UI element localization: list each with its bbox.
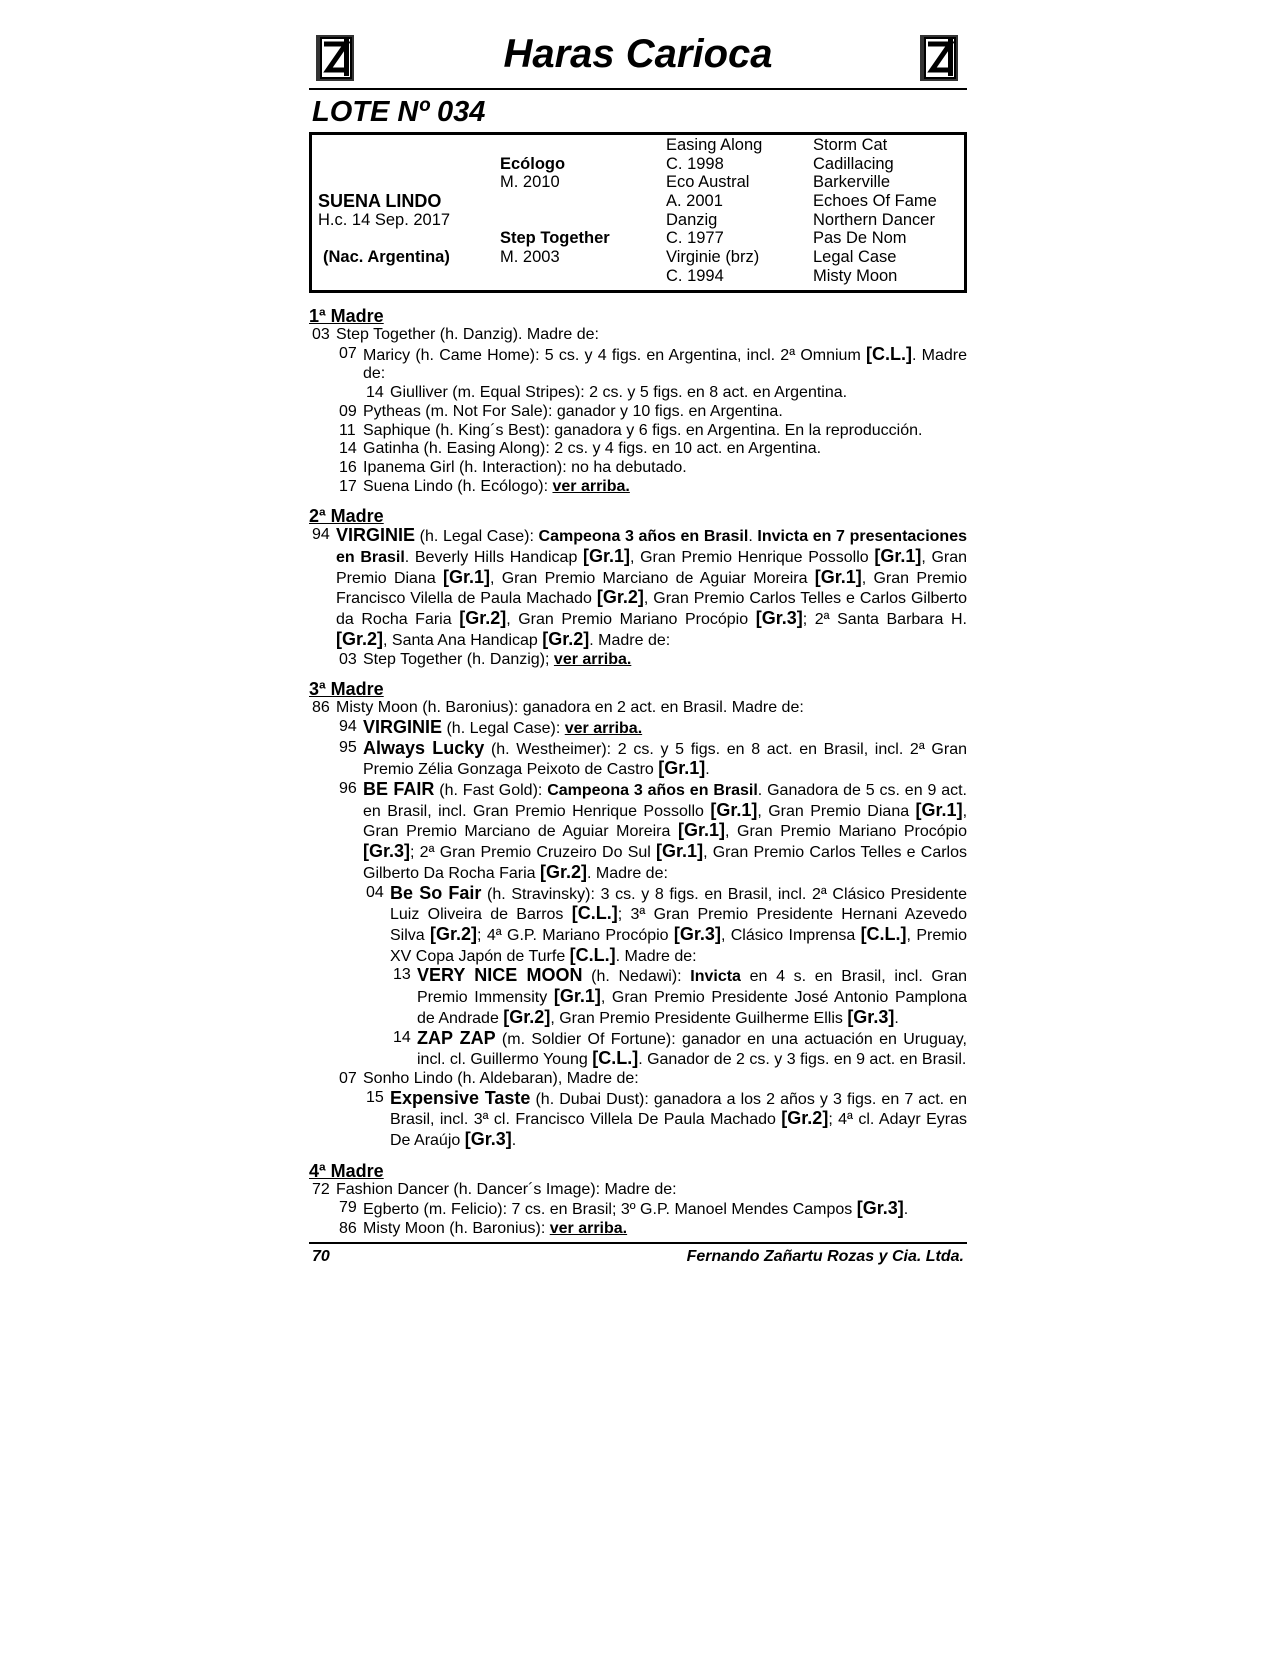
horse-name: VERY NICE MOON	[417, 965, 583, 986]
entry-text: ; 2ª Gran Premio Cruzeiro Do Sul	[410, 844, 657, 862]
year: 86	[312, 699, 330, 717]
horse-nationality: (Nac. Argentina)	[323, 248, 450, 267]
entry-text: Misty Moon (h. Baronius):	[363, 1220, 550, 1238]
produce-entry	[309, 403, 967, 422]
entry-text: Giulliver (m. Equal Stripes): 2 cs. y 5 figs. en 8 act. en Argentina.	[390, 384, 848, 402]
pedigree-cell: Eco Austral	[666, 173, 750, 192]
highlight-text: Campeona 3 años en Brasil	[538, 528, 749, 546]
year: 13	[393, 966, 411, 984]
produce-entry	[309, 478, 967, 497]
entry-text: , Gran Premio Marciano de Aguiar Moreira	[490, 569, 815, 587]
grade-label: [C.L.]	[860, 923, 907, 944]
pedigree-col-horse	[318, 136, 450, 286]
page-number: 70	[312, 1247, 330, 1265]
horse-name: SUENA LINDO	[318, 191, 442, 212]
see-above-link: ver arriba.	[549, 1220, 628, 1238]
grade-label: [Gr.3]	[755, 608, 803, 629]
year: 09	[339, 402, 357, 420]
pedigree-col-grandparents	[666, 136, 762, 286]
grade-label: [Gr.2]	[542, 628, 590, 649]
entry-text: (h. Nedawi):	[582, 968, 691, 986]
entry-text: Maricy (h. Came Home): 5 cs. y 4 figs. en Argentina, incl. 2ª Omnium	[363, 346, 861, 364]
grade-label: [C.L.]	[571, 903, 618, 924]
horse-name: BE FAIR	[363, 779, 435, 800]
dam-entry	[309, 699, 967, 718]
pedigree-cell: Echoes Of Fame	[813, 192, 937, 211]
horse-name: ZAP ZAP	[417, 1027, 496, 1048]
horse-name: VIRGINIE	[363, 716, 443, 737]
section-heading-3rd-dam: 3ª Madre	[309, 679, 384, 700]
year: 95	[339, 738, 357, 756]
year: 14	[366, 384, 384, 402]
entry-text: . Ganador de 2 cs. y 3 figs. en 9 act. en Brasil.	[638, 1051, 967, 1069]
pedigree-cell: Virginie (brz)	[666, 248, 760, 267]
entry-text: , Gran Premio Carlos Telles e Carlos Gilberto Da Rocha Faria	[363, 844, 968, 882]
entry-text: Saphique (h. King´s Best): ganadora y 6 figs. en Argentina. En la reproducción.	[363, 421, 923, 439]
grade-label: [Gr.2]	[503, 1006, 551, 1027]
produce-entry	[309, 884, 967, 967]
entry-text: ; 2ª Santa Barbara H.	[802, 611, 968, 629]
pedigree-col-parents	[500, 136, 610, 286]
grade-label: [Gr.1]	[443, 566, 491, 587]
entry-text: , Premio XV Copa Japón de Turfe	[390, 926, 968, 965]
entry-text: .	[748, 528, 758, 546]
produce-entry	[309, 651, 967, 670]
pedigree-cell: Easing Along	[666, 136, 763, 154]
grade-label: [Gr.1]	[583, 546, 631, 567]
entry-text: . Ganadora de 5 cs. en 9 act. en Brasil, incl. Gran Premio Henrique Possollo	[363, 782, 967, 820]
entry-text: Misty Moon (h. Baronius): ganadora en 2 act. en Brasil. Madre de:	[336, 699, 804, 717]
grade-label: [Gr.1]	[677, 820, 725, 841]
year: 17	[339, 477, 357, 495]
entry-text: . Madre de:	[586, 864, 668, 882]
year: 14	[339, 440, 357, 458]
entry-text: , Gran Premio Carlos Telles e Carlos Gilberto da Rocha Faria	[336, 590, 968, 629]
entry-text: Suena Lindo (h. Ecólogo):	[363, 477, 553, 495]
entry-text: (h. Westheimer): 2 cs. y 5 figs. en 8 act. en Brasil, incl. 2ª Gran Premio Zélia Gonzaga Peixoto de Castro	[363, 740, 967, 779]
produce-entry	[309, 1089, 967, 1151]
grade-label: [Gr.3]	[856, 1198, 904, 1219]
grade-label: [C.L.]	[592, 1048, 639, 1069]
year: 03	[312, 326, 330, 343]
entry-text: . Beverly Hills Handicap	[404, 549, 583, 567]
year: 72	[312, 1180, 330, 1198]
entry-text: (h. Stravinsky): 3 cs. y 8 figs. en Brasil, incl. 2ª Clásico Presidente Luiz Oliveira de Barros	[390, 885, 968, 924]
entry-text: (m. Soldier Of Fortune): ganador en una actuación en Uruguay, incl. cl. Guillermo Young	[417, 1030, 967, 1069]
see-above-link: ver arriba.	[564, 719, 643, 737]
year: 03	[339, 650, 357, 668]
page-header	[309, 28, 967, 90]
entry-text: , Gran Premio Marciano de Aguiar Moreira	[363, 802, 968, 841]
dam-name: Step Together	[500, 229, 610, 248]
grade-label: [Gr.3]	[464, 1129, 512, 1150]
horse-name: VIRGINIE	[336, 525, 416, 546]
pedigree-cell: Barkerville	[813, 173, 891, 192]
pedigree-cell: Storm Cat	[813, 136, 888, 154]
haras-logo-right-icon	[917, 32, 963, 84]
produce-entry	[309, 345, 967, 384]
grade-label: [Gr.2]	[430, 923, 478, 944]
entry-text: , Gran Premio Mariano Procópio	[506, 611, 756, 629]
entry-text: . Madre de:	[615, 947, 697, 965]
entry-text: Gatinha (h. Easing Along): 2 cs. y 4 figs. en 10 act. en Argentina.	[363, 440, 822, 458]
grade-label: [Gr.1]	[656, 841, 704, 862]
horse-name: Always Lucky	[363, 737, 485, 758]
produce-entry	[309, 459, 967, 478]
entry-text: Fashion Dancer (h. Dancer´s Image): Madre de:	[336, 1180, 677, 1198]
horse-name: Expensive Taste	[390, 1087, 531, 1108]
entry-text: Step Together (h. Danzig);	[363, 650, 554, 668]
grade-label: [Gr.2]	[596, 587, 644, 608]
pedigree-cell: Misty Moon	[813, 266, 898, 285]
pedigree-cell: Pas De Nom	[813, 229, 907, 248]
page-footer	[309, 1242, 967, 1270]
pedigree-cell: C. 1994	[666, 266, 724, 285]
catalog-page	[309, 28, 967, 1270]
sire-info: M. 2010	[500, 173, 560, 192]
entry-text: Ipanema Girl (h. Interaction): no ha debutado.	[363, 458, 687, 476]
pedigree-cell: Northern Dancer	[813, 210, 935, 229]
entry-text: .	[705, 761, 710, 779]
section-heading-2nd-dam: 2ª Madre	[309, 506, 384, 527]
grade-label: [C.L.]	[569, 944, 616, 965]
year: 94	[312, 526, 330, 544]
grade-label: [Gr.1]	[553, 986, 601, 1007]
grade-label: [Gr.2]	[459, 608, 507, 629]
entry-text: (h. Dubai Dust): ganadora a los 2 años y 3 figs. en 7 act. en Brasil, incl. 3ª cl. Francisco Villela De Paula Machado	[390, 1090, 967, 1129]
entry-text: , Gran Premio Presidente José Antonio Pamplona de Andrade	[417, 989, 967, 1027]
entry-text: , Clásico Imprensa	[720, 926, 861, 944]
entry-text: ; 3ª Gran Premio Presidente Hernani Azevedo Silva	[390, 906, 968, 944]
dam-entry	[309, 326, 967, 345]
highlight-text: Campeona 3 años en Brasil	[547, 782, 758, 800]
see-above-link: ver arriba.	[553, 650, 632, 668]
produce-entry	[309, 1199, 967, 1220]
entry-text: Pytheas (m. Not For Sale): ganador y 10 figs. en Argentina.	[363, 402, 783, 420]
year: 11	[339, 421, 356, 439]
grade-label: [Gr.2]	[336, 628, 384, 649]
entry-text: , Gran Premio Mariano Procópio	[725, 823, 967, 841]
pedigree-table	[309, 132, 967, 293]
dam-info: M. 2003	[500, 248, 560, 267]
highlight-text: Invicta	[690, 968, 741, 986]
dam-entry	[309, 526, 967, 650]
grade-label: [Gr.1]	[658, 758, 706, 779]
see-above-link: ver arriba.	[552, 477, 630, 495]
produce-entry	[309, 739, 967, 780]
produce-entry	[309, 780, 967, 884]
lot-number: LOTE Nº 034	[312, 96, 486, 128]
year: 16	[339, 458, 357, 476]
grade-label: [Gr.3]	[847, 1006, 895, 1027]
pedigree-cell: Legal Case	[813, 248, 897, 267]
grade-label: [Gr.3]	[673, 923, 721, 944]
produce-entry	[309, 1029, 967, 1070]
produce-entry	[309, 1220, 967, 1239]
grade-label: [Gr.2]	[781, 1108, 829, 1129]
grade-label: [Gr.1]	[915, 799, 963, 820]
produce-entry	[309, 384, 967, 403]
entry-text: .	[903, 1201, 909, 1219]
year: 14	[393, 1028, 411, 1046]
pedigree-cell: C. 1998	[666, 154, 724, 173]
entry-text: , Gran Premio Diana	[757, 802, 916, 820]
pedigree-cell: Cadillacing	[813, 154, 894, 173]
entry-text: . Madre de:	[363, 346, 967, 383]
year: 07	[339, 344, 357, 362]
entry-text: ; 4ª G.P. Mariano Procópio	[477, 926, 674, 944]
entry-text: Sonho Lindo (h. Aldebaran), Madre de:	[363, 1069, 639, 1087]
company-name: Fernando Zañartu Rozas y Cia. Ltda.	[686, 1247, 964, 1265]
entry-text: , Gran Premio Presidente Guilherme Ellis	[550, 1009, 848, 1027]
grade-label: [Gr.2]	[539, 861, 587, 882]
highlight-text: Invicta en 7 presentaciones en Brasil	[336, 528, 967, 567]
produce-entry	[309, 1070, 967, 1089]
entry-text: (h. Legal Case):	[415, 528, 539, 546]
entry-text: , Gran Premio Diana	[336, 549, 968, 587]
entry-text: .	[511, 1132, 517, 1150]
grade-label: [Gr.1]	[874, 546, 922, 567]
pedigree-cell: Danzig	[666, 210, 718, 229]
sire-name: Ecólogo	[500, 154, 566, 173]
entry-text: (h. Legal Case):	[442, 719, 565, 737]
year: 04	[366, 883, 384, 901]
entry-text: en 4 s. en Brasil, incl. Gran Premio Immensity	[417, 968, 968, 1007]
entry-text: (h. Fast Gold):	[434, 782, 548, 800]
entry-text: .	[894, 1009, 899, 1027]
year: 79	[339, 1199, 357, 1217]
dam-entry	[309, 1181, 967, 1200]
entry-text: , Gran Premio Francisco Vilella de Paula Machado	[336, 569, 968, 608]
entry-text: ; 4ª cl. Adayr Eyras De Araújo	[390, 1111, 967, 1150]
grade-label: [C.L.]	[866, 343, 912, 364]
year: 96	[339, 780, 357, 798]
produce-entry	[309, 718, 967, 739]
produce-entry	[309, 440, 967, 459]
entry-text: Egberto (m. Felicio): 7 cs. en Brasil; 3º G.P. Manoel Mendes Campos	[363, 1201, 857, 1219]
produce-entry	[309, 422, 967, 441]
section-heading-1st-dam: 1ª Madre	[309, 306, 384, 326]
entry-text: . Madre de:	[589, 631, 671, 649]
grade-label: [Gr.1]	[710, 799, 758, 820]
year: 15	[366, 1088, 384, 1106]
entry-text: , Gran Premio Henrique Possollo	[630, 549, 875, 567]
pedigree-cell: C. 1977	[666, 229, 724, 248]
pedigree-col-great-grandparents	[813, 136, 937, 286]
page-title: Haras Carioca	[503, 32, 773, 76]
grade-label: [Gr.1]	[814, 566, 862, 587]
produce-entry	[309, 966, 967, 1028]
horse-name: Be So Fair	[390, 882, 482, 903]
entry-text: , Santa Ana Handicap	[383, 631, 543, 649]
year: 94	[339, 717, 357, 735]
year: 07	[339, 1069, 357, 1087]
entry-text: Step Together (h. Danzig). Madre de:	[336, 326, 599, 343]
grade-label: [Gr.3]	[363, 841, 411, 862]
section-heading-4th-dam: 4ª Madre	[309, 1160, 384, 1181]
pedigree-cell: A. 2001	[666, 192, 723, 211]
horse-info: H.c. 14 Sep. 2017	[318, 210, 451, 229]
year: 86	[339, 1220, 357, 1238]
